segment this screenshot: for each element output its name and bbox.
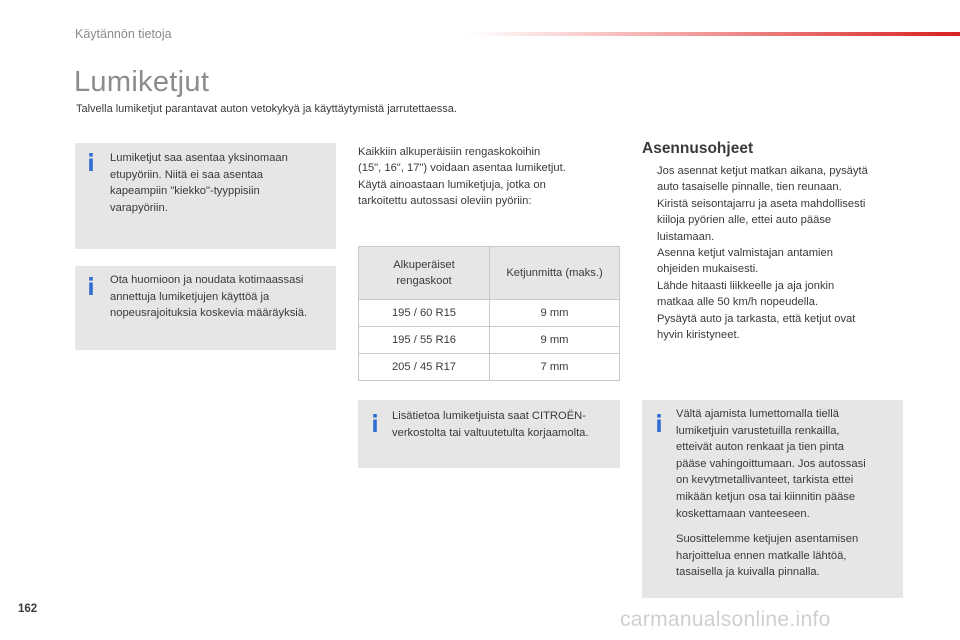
chain-size-table [358,246,620,381]
step-line: luistamaan. [657,230,715,243]
table-cell: 9 mm [490,300,620,327]
info-line: pääse vahingoittumaan. Jos autossasi [676,457,866,470]
info-line: nopeusrajoituksia koskevia määräyksiä. [110,307,308,320]
table-row [359,300,620,327]
info-icon [655,414,663,432]
instructions-list [643,163,905,343]
step-line: ohjeiden mukaisesti. [657,263,759,276]
info-line: mikään ketjun osa tai kiinnitin pääse [676,490,856,503]
info-line: on kevytmetallivanteet, tarkista ettei [676,474,854,487]
info-box-regulations [75,266,336,350]
page-number: 162 [18,603,38,615]
info-line: Lisätietoa lumiketjuista saat CITROËN- [392,410,586,422]
tire-size-paragraph [358,144,566,210]
info-icon [371,414,379,432]
step-line: Jos asennat ketjut matkan aikana, pysäytä [657,165,868,177]
watermark: carmanualsonline.info [620,608,831,631]
table-cell: 195 / 60 R15 [359,300,490,327]
instructions-heading: Asennusohjeet [642,140,754,157]
info-line: koskettamaan vanteeseen. [676,507,810,520]
list-item [643,311,905,344]
table-row [359,354,620,381]
list-item [643,163,905,196]
info-line: verkostolta tai valtuutetulta korjaamolta. [392,426,589,439]
paragraph-line: tarkoitettu autossasi oleviin pyöriin: [358,195,532,208]
table-cell: 7 mm [490,354,620,381]
step-line: Pysäytä auto ja tarkasta, että ketjut ovat [657,312,856,325]
table-header-chain-size: Ketjunmitta (maks.) [490,247,620,300]
table-header-tire-size [359,247,490,300]
header-line: rengaskoot [396,275,452,287]
info-line: varapyöriin. [110,201,168,214]
step-line: Lähde hitaasti liikkeelle ja aja jonkin [657,279,835,292]
table-cell: 9 mm [490,327,620,354]
info-line: Lumiketjut saa asentaa yksinomaan [110,152,288,164]
step-line: Asenna ketjut valmistajan antamien [657,247,833,260]
step-line: matkaa alle 50 km/h nopeudella. [657,296,819,309]
info-icon [87,277,95,295]
paragraph-line: (15", 16", 17") voidaan asentaa lumiketjut. [358,162,566,175]
info-line: etteivät auton renkaat ja tien pinta [676,441,844,454]
intro-text: Talvella lumiketjut parantavat auton vetokykyä ja käyttäytymistä jarrutettaessa. [76,103,457,115]
paragraph-line: Käytä ainoastaan lumiketjuja, jotka on [358,178,546,191]
info-line: Ota huomioon ja noudata kotimaassasi [110,274,304,286]
info-icon [87,153,95,171]
table-cell: 195 / 55 R16 [359,327,490,354]
info-line: kapeampiin "kiekko"-tyyppisiin [110,185,260,198]
info-box-avoid [642,400,903,598]
info-box-more-info [358,400,620,468]
info-line: annettuja lumiketjujen käyttöä ja [110,290,270,303]
paragraph-line: Kaikkiin alkuperäisiin rengaskokoihin [358,146,541,158]
list-item [643,196,905,245]
table-row [359,327,620,354]
step-line: auto tasaiselle pinnalle, tien reunaan. [657,181,842,194]
table-header-row [359,247,620,300]
header-accent-bar [470,32,960,36]
info-line: Suosittelemme ketjujen asentamisen [676,533,859,546]
step-line: hyvin kiristyneet. [657,329,740,342]
info-box-mount-front [75,143,336,249]
info-line: harjoittelua ennen matkalle lähtöä, [676,549,847,562]
list-item [643,245,905,278]
step-line: Kiristä seisontajarru ja aseta mahdollisesti [657,197,866,210]
info-line: Vältä ajamista lumettomalla tiellä [676,408,839,420]
table-cell: 205 / 45 R17 [359,354,490,381]
info-line: etupyöriin. Niitä ei saa asentaa [110,168,263,181]
info-line: lumiketjuin varustetuilla renkailla, [676,424,840,437]
page-title: Lumiketjut [74,66,210,98]
header-line: Alkuperäiset [393,259,455,271]
step-line: kiiloja pyörien alle, ettei auto pääse [657,214,832,227]
list-item [643,278,905,311]
section-label: Käytännön tietoja [75,27,172,41]
info-line: tasaisella ja kuivalla pinnalla. [676,566,820,579]
